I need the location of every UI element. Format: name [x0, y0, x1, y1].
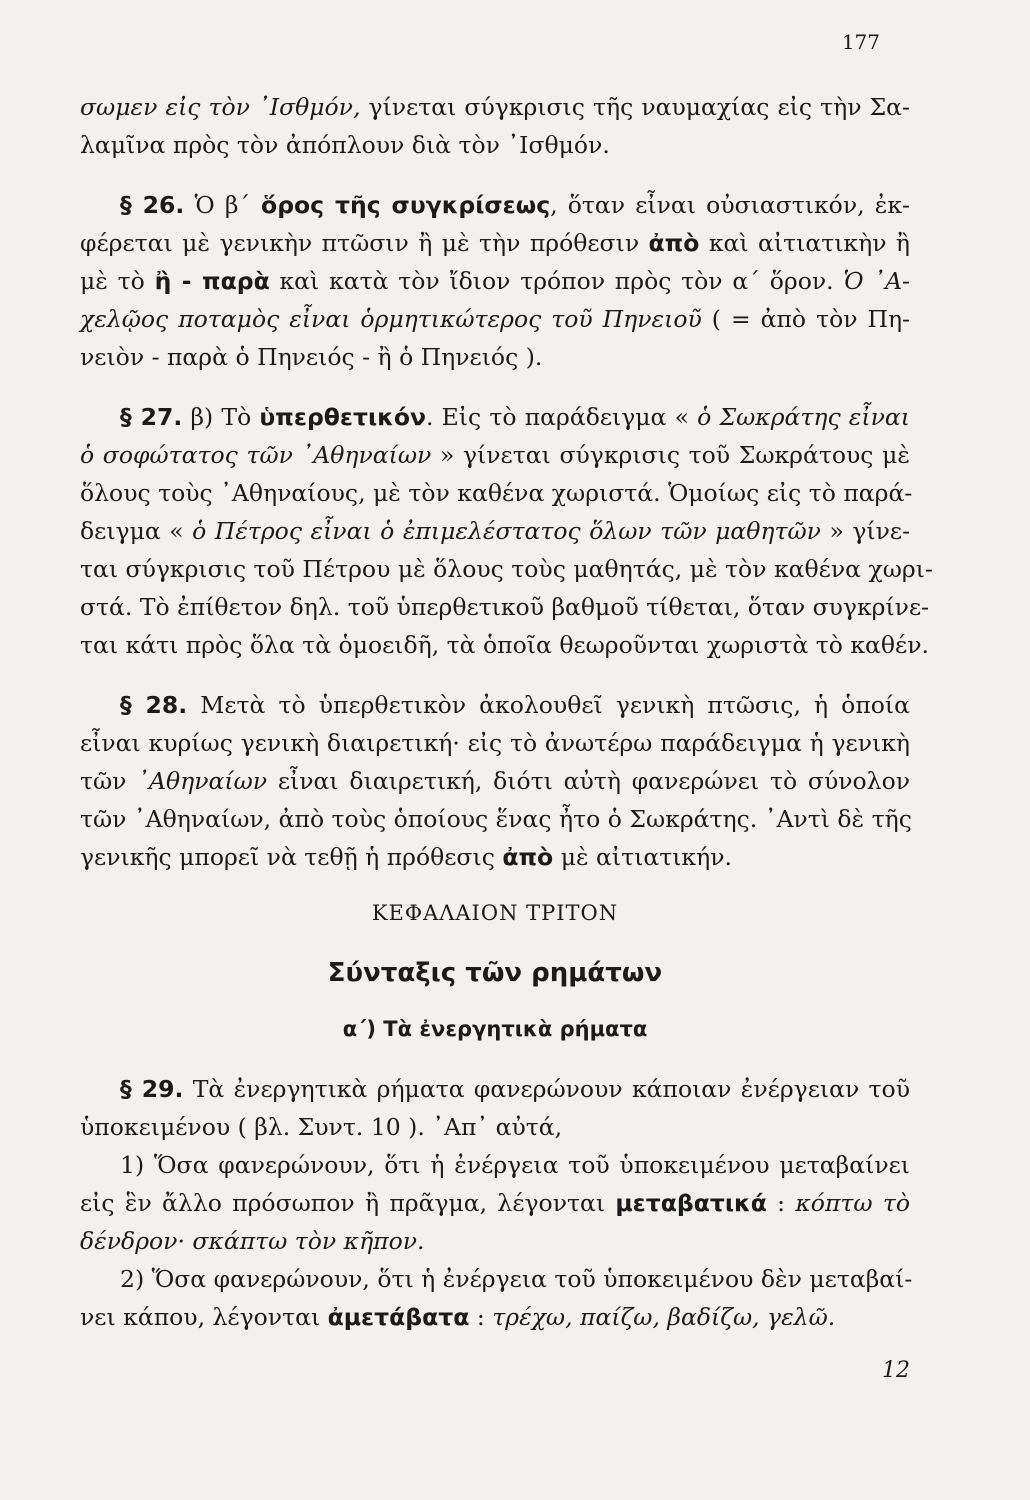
paragraph-continuation — [80, 88, 910, 164]
text-line: ται κάτι πρὸς ὅλα τὰ ὁμοειδῆ, τὰ ὁποῖα θεωροῦνται χωριστὰ τὸ καθέν. — [80, 631, 929, 659]
chapter-title: ΚΕΦΑΛΑΙΟΝ ΤΡΙΤΟΝ — [371, 901, 619, 925]
text-line: μὲ τὸ ἢ - παρὰ καὶ κατὰ τὸν ἴδιον τρόπον πρὸς τὸν α΄ ὅρον. Ὁ ᾿Α- — [80, 267, 910, 295]
text-line: § 28. Μετὰ τὸ ὑπερθετικὸν ἀκολουθεῖ γενικὴ πτῶσις, ἡ ὁποία — [120, 691, 910, 719]
text-line: ὁ σοφώτατος τῶν ᾿Αθηναίων » γίνεται σύγκρισις τοῦ Σωκράτους μὲ — [80, 441, 911, 469]
section-heading: Σύνταξις τῶν ρημάτων — [327, 958, 663, 988]
text-line: στά. Τὸ ἐπίθετον δηλ. τοῦ ὑπερθετικοῦ βαθμοῦ τίθεται, ὅταν συγκρίνε- — [80, 593, 930, 621]
text-line: δειγμα « ὁ Πέτρος εἶναι ὁ ἐπιμελέστατος ὅλων τῶν μαθητῶν » γίνε- — [80, 517, 911, 545]
section-28 — [80, 686, 910, 876]
text-line: § 26. Ὁ β΄ ὅρος τῆς συγκρίσεως, ὅταν εἶναι οὐσιαστικόν, ἐκ- — [120, 191, 911, 219]
section-27 — [80, 398, 933, 664]
text-line: ὑποκειμένου ( βλ. Συντ. 10 ). ᾿Απ᾿ αὐτά, — [80, 1113, 563, 1141]
text-line: τῶν ᾿Αθηναίων, ἀπὸ τοὺς ὁποίους ἕνας ἦτο ὁ Σωκράτης. ᾿Αντὶ δὲ τῆς — [80, 805, 912, 833]
text-line: χελῷος ποταμὸς εἶναι ὁρμητικώτερος τοῦ Πηνειοῦ ( = ἀπὸ τὸν Πη- — [80, 305, 911, 333]
text-line: νει κάπου, λέγονται ἀμετάβατα : τρέχω, παίζω, βαδίζω, γελῶ. — [80, 1303, 836, 1331]
subsection-heading: α΄) Τὰ ἐνεργητικὰ ρήματα — [342, 1017, 648, 1041]
text-line: σωμεν εἰς τὸν ᾿Ισθμόν, γίνεται σύγκρισις τῆς ναυμαχίας εἰς τὴν Σα- — [80, 93, 910, 121]
section-number: § 28. — [120, 691, 188, 719]
signature-mark: 12 — [882, 1358, 910, 1383]
section-26 — [80, 186, 910, 376]
text-line: γενικῆς μπορεῖ νὰ τεθῇ ἡ πρόθεσις ἀπὸ μὲ αἰτιατικήν. — [80, 843, 732, 871]
text-line: εἰς ἓν ἄλλο πρόσωπον ἢ πρᾶγμα, λέγονται μεταβατικά : κόπτω τὸ — [80, 1189, 911, 1217]
text-line: ται σύγκρισις τοῦ Πέτρου μὲ ὅλους τοὺς μαθητάς, μὲ τὸν καθένα χωρι- — [80, 555, 933, 583]
section-number: § 29. — [120, 1075, 184, 1103]
text-line: τῶν ᾿Αθηναίων εἶναι διαιρετική, διότι αὐτὴ φανερώνει τὸ σύνολον — [80, 767, 910, 795]
text-line: εἶναι κυρίως γενικὴ διαιρετική· εἰς τὸ ἀνωτέρω παράδειγμα ἡ γενικὴ — [80, 729, 910, 757]
section-29 — [80, 1070, 913, 1336]
section-number: § 27. — [120, 403, 183, 431]
section-number: § 26. — [120, 191, 185, 219]
text-line: § 29. Τὰ ἐνεργητικὰ ρήματα φανερώνουν κάποιαν ἐνέργειαν τοῦ — [120, 1075, 910, 1103]
text-line: δένδρον· σκάπτω τὸν κῆπον. — [80, 1227, 425, 1255]
text-line: 2) Ὅσα φανερώνουν, ὅτι ἡ ἐνέργεια τοῦ ὑποκειμένου δὲν μεταβαί- — [120, 1265, 913, 1293]
text-line: 1) Ὅσα φανερώνουν, ὅτι ἡ ἐνέργεια τοῦ ὑποκειμένου μεταβαίνει — [120, 1151, 910, 1179]
text-line: νειὸν - παρὰ ὁ Πηνειός - ἢ ὁ Πηνειός ). — [80, 343, 543, 371]
text-line: ὅλους τοὺς ᾿Αθηναίους, μὲ τὸν καθένα χωριστά. Ὁμοίως εἰς τὸ παρά- — [80, 479, 913, 507]
page-body — [80, 88, 933, 1336]
page-number: 177 — [841, 30, 880, 54]
text-line: φέρεται μὲ γενικὴν πτῶσιν ἢ μὲ τὴν πρόθεσιν ἀπὸ καὶ αἰτιατικὴν ἢ — [80, 229, 910, 257]
text-line: λαμῖνα πρὸς τὸν ἀπόπλουν διὰ τὸν ᾿Ισθμόν. — [80, 131, 610, 159]
text-line: § 27. β) Τὸ ὑπερθετικόν. Εἰς τὸ παράδειγμα « ὁ Σωκράτης εἶναι — [120, 403, 910, 431]
